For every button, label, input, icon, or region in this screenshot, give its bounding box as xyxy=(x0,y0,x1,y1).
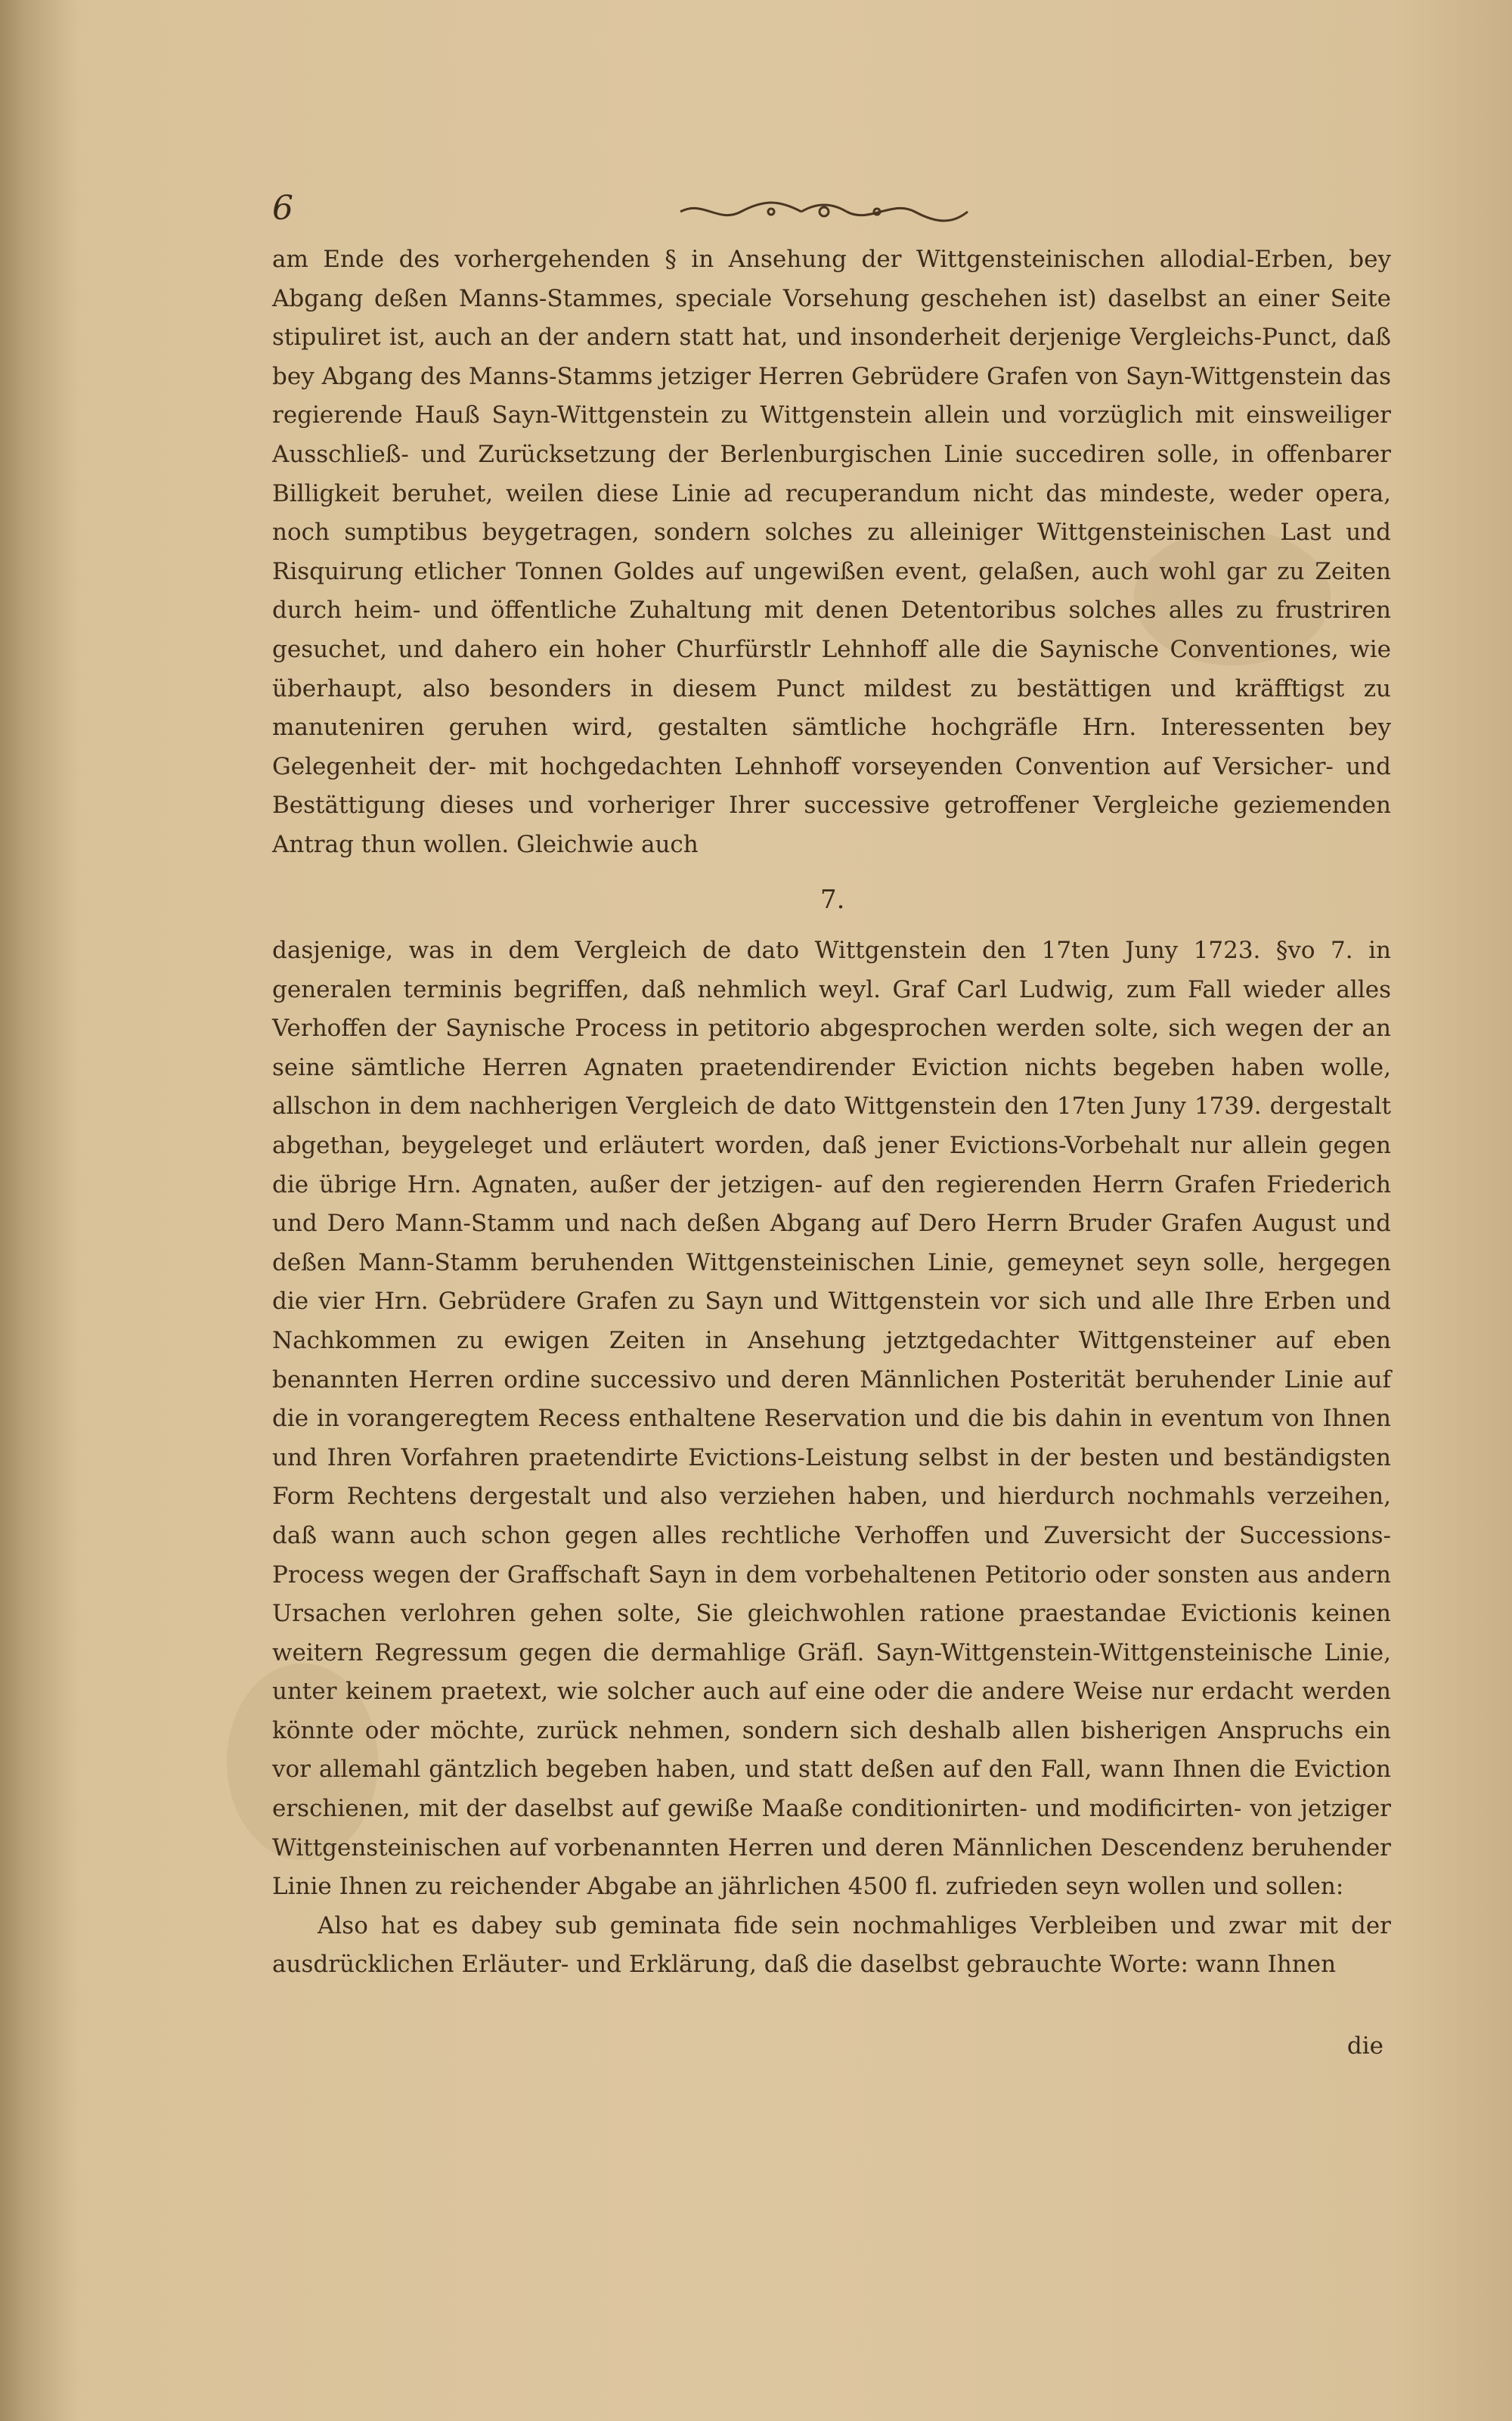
paragraph-2 xyxy=(272,932,1391,1985)
paragraph-3-text: Also hat es dabey sub geminata fide sein nochmahliges Verbleiben und zwar mit der ausdrücklichen Erläuter- und Erklärung, daß die daselbst gebrauchte Worte: wann Ihnen xyxy=(272,1911,1391,1979)
paragraph-2-text: dasjenige, was in dem Vergleich de dato Wittgenstein den 17ten Juny 1723. §vo 7. in generalen terminis begriffen, daß nehmlich weyl. Graf Carl Ludwig, zum Fall wieder alles Verhoffen der Saynische Process in petitorio abgesprochen werden solte, sich wegen der an seine sämtliche Herren Agnaten praetendirender Eviction nichts begeben haben wolle, allschon in dem nachherigen Vergleich de dato Wittgenstein den 17ten Juny 1739. dergestalt abgethan, beygeleget und erläutert worden, daß jener Evictions-Vorbehalt nur allein gegen die übrige Hrn. Agnaten, außer der jetzigen- auf den regierenden Herrn Grafen Friederich und Dero Mann-Stamm und nach deßen Abgang auf Dero Herrn Bruder Grafen August und deßen Mann-Stamm beruhenden Wittgensteinischen Linie, gemeynet seyn solle, hergegen die vier Hrn. Gebrüdere Grafen zu Sayn und Wittgenstein vor sich und alle Ihre Erben und Nachkommen zu ewigen Zeiten in Ansehung jetztgedachter Wittgensteiner auf eben benannten Herren ordine successivo und deren Männlichen Posterität beruhender Linie auf die in vorangeregtem Recess enthaltene Reservation und die bis dahin in eventum von Ihnen und Ihren Vorfahren praetendirte Evictions-Leistung selbst in der besten und beständigsten Form Rechtens dergestalt und also verziehen haben, und hierdurch nochmahls verzeihen, daß wann auch schon gegen alles rechtliche Verhoffen und Zuversicht der Successions-Process wegen der Graffschaft Sayn in dem vorbehaltenen Petitorio oder sonsten aus andern Ursachen verlohren gehen solte, Sie gleichwohlen ratione praestandae Evictionis keinen weitern Regressum gegen die dermahlige Gräfl. Sayn-Wittgenstein-Wittgensteinische Linie, unter keinem praetext, wie solcher auch auf eine oder die andere Weise nur erdacht werden könnte oder möchte, zurück nehmen, sondern sich deshalb allen bisherigen Anspruchs ein vor allemahl gäntzlich begeben haben, und statt deßen auf den Fall, wann Ihnen die Eviction erschienen, mit der daselbst auf gewiße Maaße conditionirten- und modificirten- von jetziger Wittgensteinischen auf vorbenannten Herren und deren Männlichen Descendenz beruhender Linie Ihnen zu reichender Abgabe an jährlichen 4500 fl. zufrieden seyn wollen und sollen: xyxy=(272,937,1391,1901)
paragraph-1 xyxy=(272,240,1391,865)
catchword: die xyxy=(1346,2032,1383,2060)
page-gutter-shadow xyxy=(0,0,83,2421)
page-header xyxy=(272,189,1391,234)
section-number: 7. xyxy=(820,885,845,915)
paragraph-1-text: am Ende des vorhergehenden § in Ansehung der Wittgensteinischen allodial-Erben, bey Abgang deßen Manns-Stammes, speciale Vorsehung geschehen ist) daselbst an einer Seite stipuliret ist, auch an der andern statt hat, und insonderheit derjenige Vergleichs-Punct, daß bey Abgang des Manns-Stamms jetziger Herren Gebrüdere Grafen von Sayn-Wittgenstein das regierende Hauß Sayn-Wittgenstein zu Wittgenstein allein und vorzüglich mit einsweiliger Ausschließ- und Zurücksetzung der Berlenburgischen Linie succediren solle, in offenbarer Billigkeit beruhet, weilen diese Linie ad recuperandum nicht das mindeste, weder opera, noch sumptibus beygetragen, sondern solches zu alleiniger Wittgensteinischen Last und Risquirung etlicher Tonnen Goldes auf ungewißen event, gelaßen, auch wohl gar zu Zeiten durch heim- und öffentliche Zuhaltung mit denen Detentoribus solches alles zu frustriren gesuchet, und dahero ein hoher Churfürstlr Lehnhoff alle die Saynische Conventiones, wie überhaupt, also besonders in diesem Punct mildest zu bestättigen und kräfftigst zu manuteniren geruhen wird, gestalten sämtliche hochgräfle Hrn. Interessenten bey Gelegenheit der- mit hochgedachten Lehnhoff vorseyenden Convention auf Versicher- und Bestättigung dieses und vorheriger Ihrer successive getroffener Vergleiche geziemenden Antrag thun wollen. Gleichwie auch xyxy=(272,246,1391,858)
page-number: 6 xyxy=(272,189,293,228)
printer-flourish-ornament xyxy=(673,198,975,225)
